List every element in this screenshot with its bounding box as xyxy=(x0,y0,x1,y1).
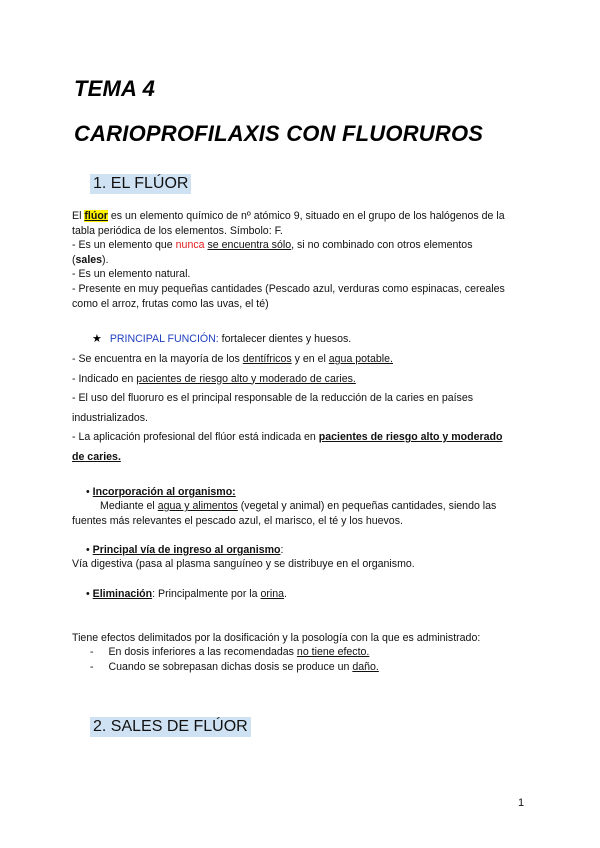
bullet-icon: • xyxy=(86,588,90,600)
item-aplicacion: - La aplicación profesional del flúor está indicada en pacientes de riesgo alto y moderado xyxy=(72,431,503,443)
efectos-item-2: - Cuando se sobrepasan dichas dosis se produce un daño. xyxy=(90,661,379,673)
via-line-1: Vía digestiva (pasa al plasma sanguíneo y se distribuye en el organismo. xyxy=(72,558,415,570)
page-number: 1 xyxy=(518,797,525,809)
topic-heading: TEMA 4 xyxy=(74,76,156,101)
via-heading: • Principal vía de ingreso al organismo: xyxy=(86,544,284,556)
document-title: CARIOPROFILAXIS CON FLUORUROS xyxy=(74,121,484,146)
intro-line-4: (sales). xyxy=(72,253,109,266)
intro-line-2: tabla periódica de los elementos. Símbolo: F. xyxy=(72,224,283,237)
intro-line-3: - Es un elemento que nunca se encuentra sólo, si no combinado con otros elementos xyxy=(72,239,473,252)
item-uso-fluoruro: - El uso del fluoruro es el principal responsable de la reducción de la caries en países xyxy=(72,392,474,404)
star-icon: ★ xyxy=(92,333,102,345)
section-heading-sales: 2. SALES DE FLÚOR xyxy=(90,717,251,737)
nunca-text: nunca xyxy=(175,239,205,252)
item-indicado: - Indicado en pacientes de riesgo alto y moderado de caries. xyxy=(72,372,356,385)
fluor-highlight: flúor xyxy=(84,210,108,222)
item-aplicacion-cont: de caries. xyxy=(72,450,121,463)
intro-block xyxy=(72,209,532,311)
intro-line-7: como el arroz, frutas como las uvas, el té) xyxy=(72,297,269,310)
incorporacion-line-2: fuentes más relevantes el pescado azul, el marisco, el té y los huevos. xyxy=(72,515,403,527)
principal-funcion: ★ PRINCIPAL FUNCIÓN: fortalecer dientes y huesos. xyxy=(92,333,352,345)
efectos-intro: Tiene efectos delimitados por la dosificación y la posología con la que es administrado: xyxy=(72,632,481,644)
intro-line-6: - Presente en muy pequeñas cantidades (Pescado azul, verduras como espinacas, cereales xyxy=(72,282,505,295)
bullet-icon: • xyxy=(86,544,90,556)
section-heading-fluor: 1. EL FLÚOR xyxy=(90,174,191,194)
item-dentifricos: - Se encuentra en la mayoría de los dentífricos y en el agua potable. xyxy=(72,353,393,365)
efectos-item-1: - En dosis inferiores a las recomendadas no tiene efecto. xyxy=(90,646,370,658)
intro-line-1: El flúor es un elemento químico de nº atómico 9, situado en el grupo de los halógenos de la xyxy=(72,210,505,222)
incorporacion-line-1: Mediante el agua y alimentos (vegetal y animal) en pequeñas cantidades, siendo las xyxy=(100,500,497,512)
intro-line-5: - Es un elemento natural. xyxy=(72,268,191,281)
bullet-icon: • xyxy=(86,486,90,498)
items-block xyxy=(72,350,532,467)
eliminacion-line: • Eliminación: Principalmente por la orina. xyxy=(86,588,287,600)
incorporacion-heading: • Incorporación al organismo: xyxy=(86,486,236,498)
item-uso-fluoruro-cont: industrializados. xyxy=(72,411,148,424)
